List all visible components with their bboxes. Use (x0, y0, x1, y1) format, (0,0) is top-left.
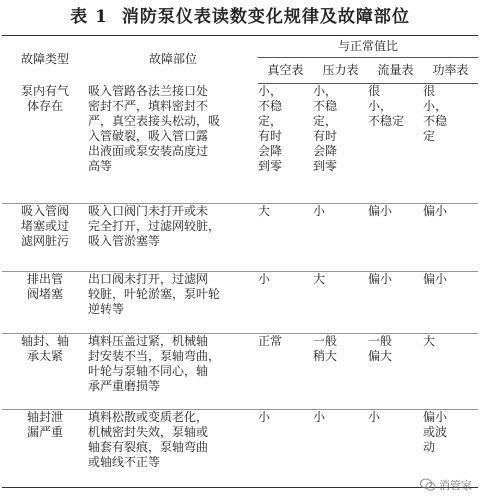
cell-line: 动 (423, 440, 436, 454)
table-row (2, 204, 478, 272)
cell-line: 一般 (368, 334, 393, 348)
watermark-text: 消管家 (439, 479, 472, 492)
cell-line: 承太紧 (26, 349, 63, 363)
cell-line: 填料压盖过紧，机械轴 (88, 334, 209, 348)
cell-line: 小 (258, 272, 271, 286)
vacuum-cell (258, 272, 313, 334)
cell-line: 阀堵塞 (26, 287, 63, 301)
header-power: 功率表 (423, 58, 478, 84)
cell-line: 很 (368, 84, 381, 98)
cell-line: 承严重磨损等 (88, 379, 161, 393)
pressure-cell (313, 204, 368, 272)
cell-line: 高等 (88, 158, 113, 173)
cell-line: 逆转等 (88, 302, 125, 316)
vacuum-cell (258, 410, 313, 488)
cell-line: 定， (313, 114, 338, 128)
vacuum-cell (258, 84, 313, 204)
vacuum-cell (258, 334, 313, 410)
table-row (2, 334, 478, 410)
fault-location-cell (88, 272, 258, 334)
cell-line: 偏小 (423, 204, 448, 218)
cell-line: 正常 (258, 334, 283, 348)
cell-line: 吸入口阀门未打开或未 (88, 204, 209, 218)
cell-line: 入管破裂，吸入管口露 (88, 128, 209, 143)
table-caption (0, 2, 480, 32)
table-body (2, 84, 478, 488)
flow-cell (368, 272, 423, 334)
cell-line: 小， (313, 84, 338, 98)
cell-line: 较脏，叶轮淤塞，泵叶轮 (88, 287, 221, 301)
table-row (2, 272, 478, 334)
cell-line: 严，真空表接头松动，吸 (88, 113, 221, 128)
power-cell (423, 272, 478, 334)
power-cell (423, 410, 478, 488)
cell-line: 有时 (258, 129, 283, 143)
header-pressure: 压力表 (313, 58, 368, 84)
power-cell (423, 334, 478, 410)
fault-type-cell (2, 272, 88, 334)
cell-line: 或轴线不正等 (88, 455, 161, 469)
cell-line: 小， (423, 99, 448, 113)
cell-line: 会降 (313, 144, 338, 158)
fault-location-cell (88, 84, 258, 204)
fault-type-cell (2, 84, 88, 204)
table-row (2, 84, 478, 204)
cell-line: 堵塞或过 (20, 219, 69, 233)
cell-line: 偏小 (423, 410, 448, 424)
cell-line: 小 (258, 410, 271, 424)
flow-cell (368, 334, 423, 410)
cell-line: 轴封泄 (26, 410, 63, 424)
pressure-cell (313, 272, 368, 334)
vacuum-cell (258, 204, 313, 272)
cell-line: 或波 (423, 425, 448, 439)
cell-line: 小， (258, 84, 283, 98)
cell-line: 叶轮与泵轴不同心，轴 (88, 364, 209, 378)
cell-line: 封安装不当，泵轴弯曲， (88, 349, 221, 363)
fault-location-cell (88, 410, 258, 488)
pressure-cell (313, 84, 368, 204)
flow-cell (368, 84, 423, 204)
cell-line: 很 (423, 84, 436, 98)
power-cell (423, 84, 478, 204)
cell-line: 稍大 (313, 349, 338, 363)
pressure-cell (313, 410, 368, 488)
wechat-icon (420, 478, 436, 492)
flow-cell (368, 410, 423, 488)
cell-line: 定， (258, 114, 283, 128)
fault-type-cell (2, 410, 88, 488)
fault-table (2, 35, 478, 488)
pressure-cell (313, 334, 368, 410)
cell-line: 漏严重 (26, 425, 63, 439)
cell-line: 轴封、轴 (20, 334, 69, 348)
cell-line: 偏大 (368, 349, 393, 363)
cell-line: 小 (368, 410, 381, 424)
caption-number: 表 1 (70, 7, 108, 27)
cell-line: 大 (423, 334, 436, 348)
cell-line: 吸入管淤塞等 (88, 234, 161, 248)
cell-line: 出液面或泵安装高度过 (88, 143, 209, 158)
cell-line: 偏小 (368, 204, 393, 218)
cell-line: 偏小 (423, 272, 448, 286)
cell-line: 滤网脏污 (20, 234, 69, 248)
cell-line: 不稳 (258, 99, 283, 113)
cell-line: 完全打开，过滤网较脏， (88, 219, 221, 233)
cell-line: 轴套有裂痕，泵轴弯曲 (88, 440, 209, 454)
cell-line: 有时 (313, 129, 338, 143)
fault-type-cell (2, 204, 88, 272)
watermark (420, 477, 472, 493)
cell-line: 机械密封失效，泵轴或 (88, 425, 209, 439)
power-cell (423, 204, 478, 272)
cell-line: 小， (368, 99, 393, 113)
cell-line: 到零 (313, 159, 338, 173)
cell-line: 填料松散或变质老化， (88, 410, 209, 424)
cell-line: 大 (258, 204, 271, 218)
cell-line: 小 (313, 204, 326, 218)
cell-line: 排出管 (26, 272, 63, 286)
cell-line: 泵内有气 (20, 83, 69, 98)
header-fault-location: 故障部位 (88, 36, 258, 84)
caption-title: 消防泵仪表读数变化规律及故障部位 (121, 7, 410, 27)
fault-type-cell (2, 334, 88, 410)
header-fault-type: 故障类型 (2, 36, 88, 84)
cell-line: 体存在 (26, 98, 63, 113)
header-vacuum: 真空表 (258, 58, 313, 84)
cell-line: 一般 (313, 334, 338, 348)
table-row (2, 410, 478, 488)
header-compare: 与正常值比 (258, 36, 478, 58)
cell-line: 出口阀未打开，过滤网 (88, 272, 209, 286)
cell-line: 不稳 (423, 114, 448, 128)
cell-line: 大 (313, 272, 326, 286)
cell-line: 偏小 (368, 272, 393, 286)
cell-line: 不稳定 (368, 114, 405, 128)
cell-line: 到零 (258, 159, 283, 173)
cell-line: 吸入管阀 (20, 204, 69, 218)
cell-line: 不稳 (313, 99, 338, 113)
cell-line: 小 (313, 410, 326, 424)
flow-cell (368, 204, 423, 272)
fault-location-cell (88, 204, 258, 272)
cell-line: 吸入管路各法兰接口处 (88, 83, 209, 98)
header-flow: 流量表 (368, 58, 423, 84)
fault-location-cell (88, 334, 258, 410)
cell-line: 密封不严，填料密封不 (88, 98, 209, 113)
cell-line: 定 (423, 129, 436, 143)
cell-line: 会降 (258, 144, 283, 158)
